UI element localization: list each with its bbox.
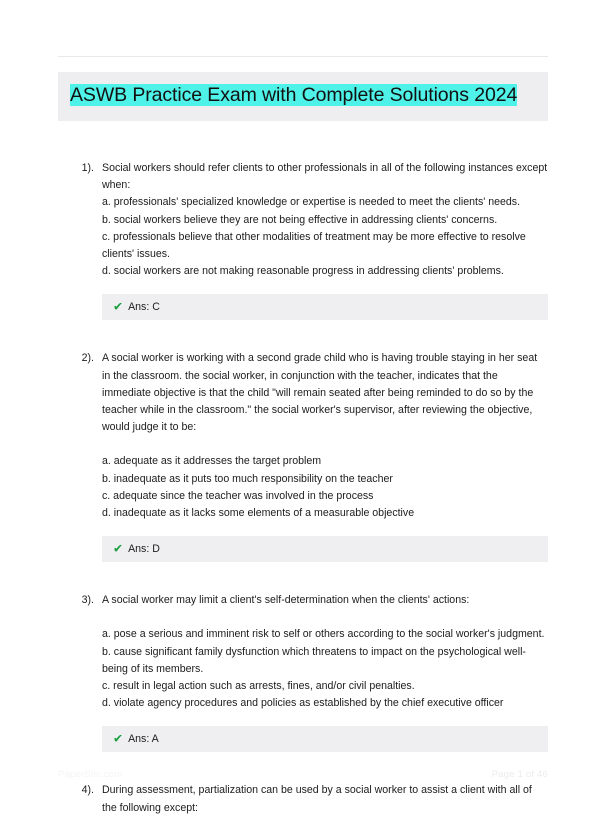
option-d: d. inadequate as it lacks some elements of a measurable objective <box>102 507 415 520</box>
question-number: 1). <box>81 162 94 174</box>
question-options <box>102 453 548 522</box>
header-divider <box>58 56 548 57</box>
question-stem: During assessment, partialization can be used by a social worker to assist a client with all of the following except: <box>102 784 532 814</box>
answer-text: Ans: C <box>128 300 160 313</box>
page-title: ASWB Practice Exam with Complete Solutions 2024 <box>70 84 518 106</box>
option-c: c. result in legal action such as arrests, fines, and/or civil penalties. <box>102 680 415 693</box>
option-c: c. adequate since the teacher was involved in the process <box>102 489 374 502</box>
page-footer <box>58 769 548 780</box>
option-a: a. adequate as it addresses the target problem <box>102 455 322 468</box>
document-title-block <box>58 72 548 121</box>
check-icon: ✔ <box>113 541 124 556</box>
question-options <box>102 194 548 280</box>
question-stem: A social worker is working with a second grade child who is having trouble staying in her seat in the classroom. the social worker, in conjunction with the teacher, indicates that the immediate objective is that the child "will remain seated after being reminded to do so by the teacher while in the classroom." the social worker's supervisor, after reviewing the objective, would judge it to be: <box>102 352 538 434</box>
option-b: b. inadequate as it puts too much responsibility on the teacher <box>102 472 393 485</box>
answer-bar <box>102 536 548 562</box>
question-body <box>102 592 548 752</box>
option-b: b. cause significant family dysfunction which threatens to impact on the psychological well-being of its members. <box>102 645 526 675</box>
option-c: c. professionals believe that other modalities of treatment may be more effective to resolve clients' issues. <box>102 230 526 261</box>
question-body <box>102 350 548 562</box>
spacer <box>58 562 548 592</box>
question-item <box>58 160 548 320</box>
answer-bar <box>102 294 548 320</box>
option-d: d. violate agency procedures and policies as established by the chief executive officer <box>102 697 504 710</box>
question-stem: A social worker may limit a client's self-determination when the clients' actions: <box>102 594 470 607</box>
questions-container <box>58 160 548 817</box>
spacer <box>58 320 548 350</box>
page-number: Page 1 of 46 <box>491 769 548 780</box>
check-icon: ✔ <box>113 299 124 314</box>
question-number: 4). <box>81 784 94 797</box>
question-body <box>102 160 548 320</box>
question-number: 2). <box>81 352 94 365</box>
check-icon: ✔ <box>113 731 124 746</box>
option-b: b. social workers believe they are not being effective in addressing clients' concerns. <box>102 213 498 226</box>
question-number: 3). <box>81 594 94 607</box>
answer-text: Ans: D <box>128 542 160 555</box>
question-item <box>58 350 548 562</box>
question-stem: Social workers should refer clients to other professionals in all of the following instances except when: <box>102 162 548 192</box>
watermark: PaperStic.com <box>58 769 123 780</box>
answer-bar <box>102 726 548 752</box>
answer-text: Ans: A <box>128 732 159 745</box>
option-a: a. pose a serious and imminent risk to self or others according to the social worker's judgment. <box>102 628 545 641</box>
option-a: a. professionals' specialized knowledge or expertise is needed to meet the clients' needs. <box>102 196 521 209</box>
question-options <box>102 626 548 712</box>
option-d: d. social workers are not making reasonable progress in addressing clients' problems. <box>102 265 504 278</box>
question-item <box>58 592 548 752</box>
